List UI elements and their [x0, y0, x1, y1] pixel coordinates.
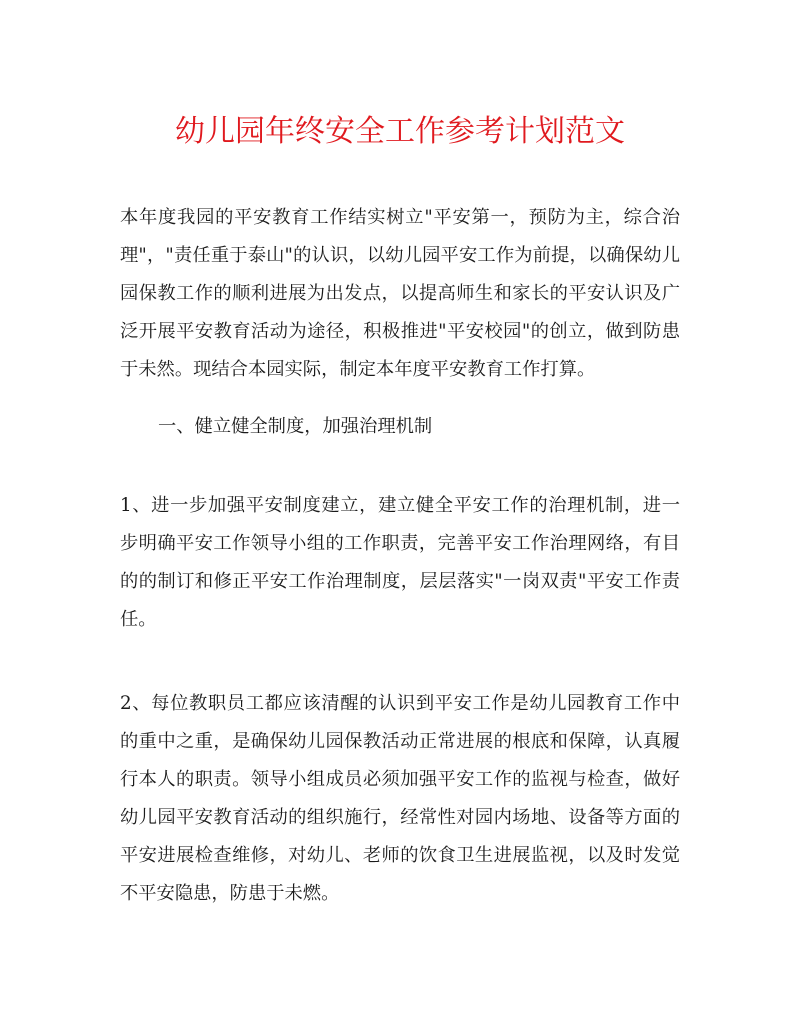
- document-title: 幼儿园年终安全工作参考计划范文: [175, 114, 625, 149]
- intro-paragraph: 本年度我园的平安教育工作结实树立"平安第一，预防为主，综合治理"，"责任重于泰山"的认识，以幼儿园平安工作为前提，以确保幼儿园保教工作的顺利进展为出发点，以提高师生和家长的平安认识及广泛开展平安教育活动为途径，积极推进"平安校园"的创立，做到防患于未然。现结合本园实际，制定本年度平安教育工作打算。: [120, 207, 680, 380]
- list-item-1: 1、进一步加强平安制度建立，建立健全平安工作的治理机制，进一步明确平安工作领导小组的工作职责，完善平安工作治理网络，有目的的制订和修正平安工作治理制度，层层落实"一岗双责"平安工作责任。: [120, 495, 680, 630]
- list-item-2: 2、每位教职员工都应该清醒的认识到平安工作是幼儿园教育工作中的重中之重，是确保幼儿园保教活动正常进展的根底和保障，认真履行本人的职责。领导小组成员必须加强平安工作的监视与检查，做好幼儿园平安教育活动的组织施行，经常性对园内场地、设备等方面的平安进展检查维修，对幼儿、老师的饮食卫生进展监视，以及时发觉不平安隐患，防患于未燃。: [120, 693, 680, 904]
- section-heading: 一、健立健全制度，加强治理机制: [158, 416, 433, 437]
